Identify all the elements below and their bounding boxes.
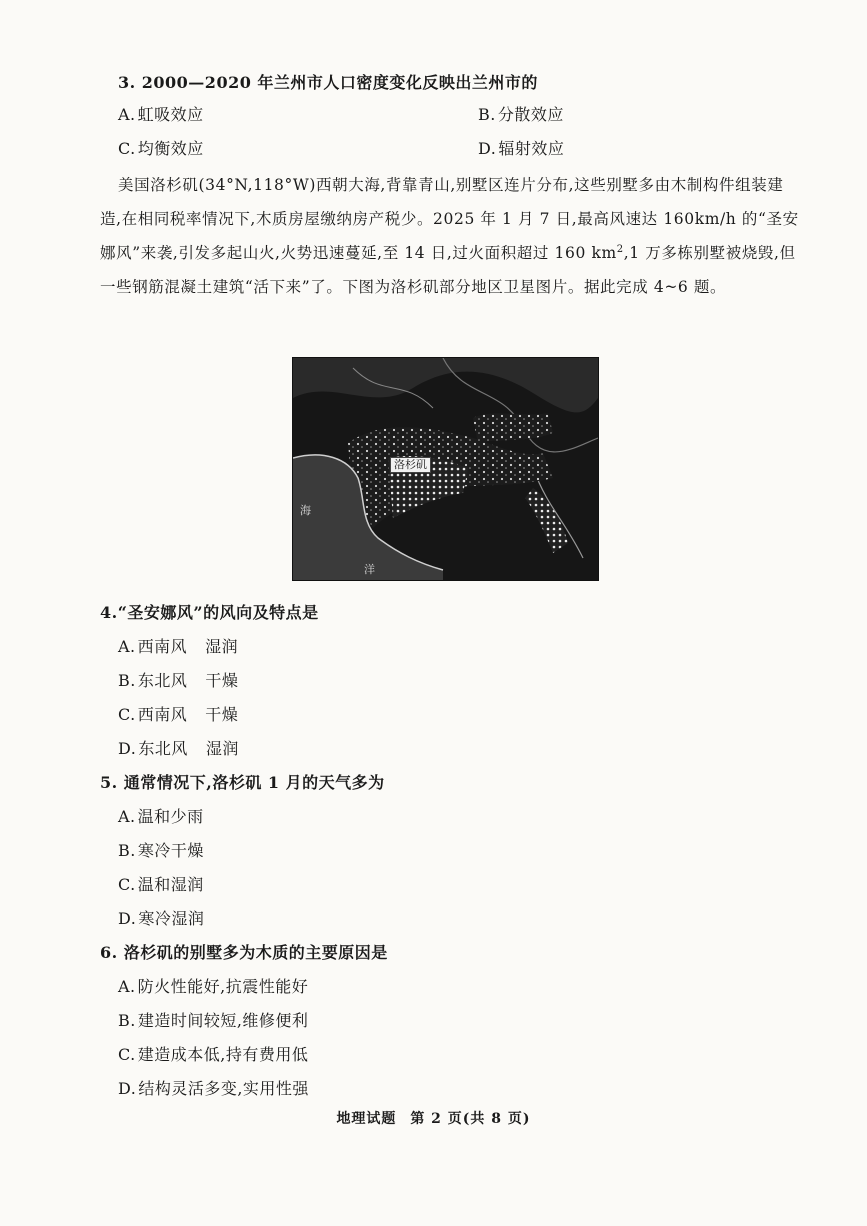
option-text: 均衡效应 [137,139,204,158]
satellite-image [292,357,599,581]
footer-subject: 地理试题 [336,1111,397,1127]
option-text: 建造成本低,持有费用低 [137,1045,309,1064]
q5-option-a[interactable] [118,804,204,827]
city-label: 洛杉矶 [390,457,431,473]
option-text: 建造时间较短,维修便利 [137,1011,309,1030]
q4-option-a[interactable] [118,634,238,657]
option-trait: 湿润 [205,739,239,758]
option-letter: D. [478,139,497,158]
q6-option-c[interactable] [118,1042,308,1065]
option-letter: B. [478,105,496,124]
q6-option-b[interactable] [118,1008,308,1031]
q4-option-c[interactable] [118,702,238,725]
option-letter: A. [118,977,136,996]
q4-option-b[interactable] [118,668,238,691]
q5-option-b[interactable] [118,838,204,861]
option-letter: D. [118,909,137,928]
option-letter: A. [118,105,136,124]
q6-stem: 6. 洛杉矶的别墅多为木质的主要原因是 [100,943,388,962]
q5-option-c[interactable] [118,872,204,895]
sea-label: 海 [300,504,311,517]
option-trait: 干燥 [205,705,239,724]
q6-option-a[interactable] [118,974,308,997]
ocean-label: 洋 [364,563,375,576]
option-text: 虹吸效应 [137,105,204,124]
option-letter: D. [118,739,137,758]
passage-text-2: ,1 万多栋别墅被烧毁,但一些钢筋混凝土建筑“活下来”了。下图为洛杉矶部分地区卫星图片。据此完成 4~6 题。 [100,244,796,296]
page-footer [0,1108,867,1128]
option-text: 辐射效应 [498,139,565,158]
option-text: 寒冷湿润 [138,909,205,928]
option-wind: 西南风 [137,705,188,724]
option-text: 温和少雨 [137,807,204,826]
option-letter: D. [118,1079,137,1098]
q4-option-d[interactable] [118,736,239,759]
option-letter: B. [118,841,136,860]
option-trait: 干燥 [205,671,239,690]
option-letter: A. [118,807,136,826]
option-trait: 湿润 [205,637,239,656]
option-text: 分散效应 [497,105,564,124]
option-letter: C. [118,875,136,894]
option-wind: 东北风 [138,739,188,758]
option-text: 温和湿润 [137,875,204,894]
q3-stem: 3. 2000—2020 年兰州市人口密度变化反映出兰州市的 [118,73,538,92]
satellite-graphic [293,358,598,580]
option-text: 结构灵活多变,实用性强 [138,1079,309,1098]
q4-stem: 4.“圣安娜风”的风向及特点是 [100,603,319,622]
q3-option-a[interactable] [118,102,204,125]
passage-superscript: 2 [616,243,624,255]
option-text: 防火性能好,抗震性能好 [137,977,309,996]
q5-stem: 5. 通常情况下,洛杉矶 1 月的天气多为 [100,773,385,792]
q5-option-d[interactable] [118,906,204,929]
q3-option-c[interactable] [118,136,204,159]
option-letter: B. [118,671,136,690]
option-wind: 西南风 [137,637,188,656]
passage-text-1: 美国洛杉矶(34°N,118°W)西朝大海,背靠青山,别墅区连片分布,这些别墅多由木制构件组装建造,在相同税率情况下,木质房屋缴纳房产税少。2025 年 1 月 7 日,最高风速达 160km/h 的“圣安娜风”来袭,引发多起山火,火势迅速蔓延,至 14 日,过火面积超过 160 km [100,176,799,262]
reading-passage [100,168,800,304]
option-letter: B. [118,1011,136,1030]
option-text: 寒冷干燥 [137,841,204,860]
option-letter: C. [118,1045,136,1064]
q3-option-d[interactable] [478,136,564,159]
option-letter: C. [118,139,136,158]
footer-page-number: 第 2 页(共 8 页) [410,1111,531,1127]
option-letter: A. [118,637,136,656]
q3-option-b[interactable] [478,102,564,125]
option-wind: 东北风 [137,671,188,690]
q6-option-d[interactable] [118,1076,309,1099]
option-letter: C. [118,705,136,724]
